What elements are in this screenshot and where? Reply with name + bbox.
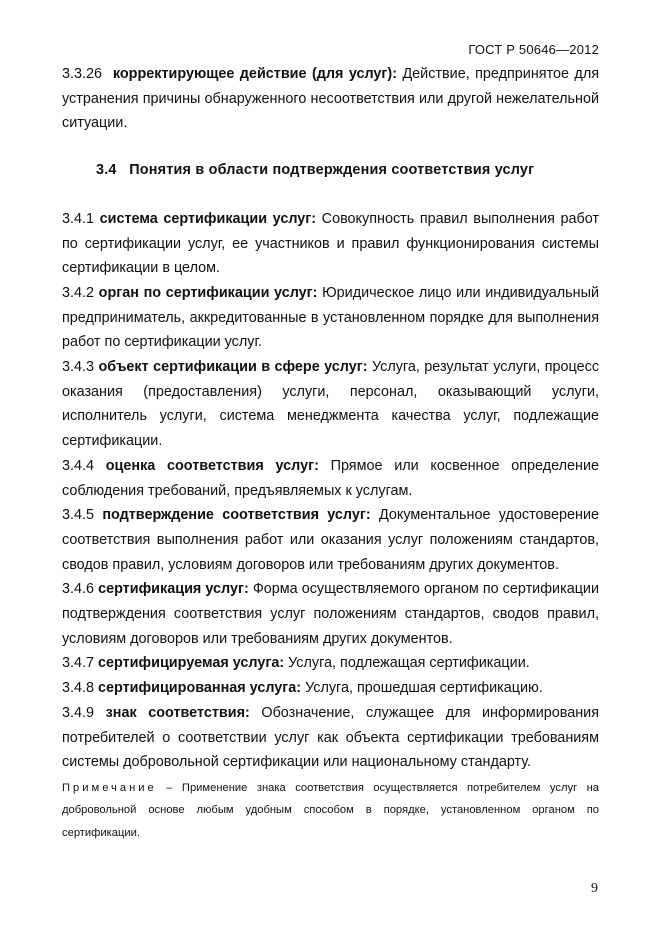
clause-term: система сертификации услуг: xyxy=(99,210,317,227)
clause-definition: Услуга, результат услуги, процесс оказания (предоставления) услуги, персонал, оказывающий услуги, исполнитель услуги, система менеджмента качества услуг, подлежащие сертификации. xyxy=(62,359,600,450)
clause-3-4-9 xyxy=(62,701,599,775)
note xyxy=(62,777,599,845)
clause-number: 3.4.1 xyxy=(62,210,95,227)
clause-3-4-7 xyxy=(62,651,599,676)
clause-3-4-3 xyxy=(62,355,599,454)
page-number: 9 xyxy=(591,881,598,896)
clause-definition: Обозначение, служащее для информирования потребителей о соответствии услуг как объекта сертификации требованиям системы добровольной сертификации или национальному стандарту. xyxy=(62,704,600,771)
clause-term: оценка соответствия услуг: xyxy=(105,457,319,474)
clause-definition: Форма осуществляемого органом по сертификации подтверждения соответствия услуг положениям стандартов, сводов правил, условиям договоров или требованиям других документов. xyxy=(62,581,600,647)
clause-3-4-5 xyxy=(62,503,599,577)
clause-term: подтверждение соответствия услуг: xyxy=(102,507,371,524)
document-body xyxy=(62,62,599,844)
clause-3-4-2 xyxy=(62,281,599,355)
clause-term: знак соответствия: xyxy=(105,704,250,721)
clause-number: 3.4.4 xyxy=(62,457,95,474)
clause-definition: Документальное удостоверение соответствия выполнения работ или оказания услуг положениям стандартов, сводов правил, условиям договоров или требованиям других документов. xyxy=(62,507,600,573)
clause-definition: Услуга, прошедшая сертификацию. xyxy=(305,680,543,697)
clause-term: объект сертификации в сфере услуг: xyxy=(98,359,368,376)
clause-number: 3.4.3 xyxy=(62,359,95,376)
section-number: 3.4 xyxy=(96,162,117,179)
clause-term: сертифицированная услуга: xyxy=(98,680,302,697)
clause-3-4-8 xyxy=(62,676,599,701)
clause-number: 3.4.9 xyxy=(62,704,95,721)
note-text: – Применение знака соответствия осуществляется потребителем услуг на добровольной основе любым удобным способом в порядке, установленном органом по сертификации. xyxy=(62,781,600,839)
clause-number: 3.4.7 xyxy=(62,655,95,672)
clause-number: 3.4.6 xyxy=(62,581,95,598)
clause-term: сертификация услуг: xyxy=(98,581,249,598)
clause-definition: Услуга, подлежащая сертификации. xyxy=(288,655,530,672)
clause-3-4-6 xyxy=(62,577,599,651)
clause-3-4-1 xyxy=(62,207,599,281)
clause-definition: Действие, предпринятое для устранения причины обнаруженного несоответствия или другой нежелательной ситуации. xyxy=(62,66,600,132)
note-label: Примечание xyxy=(62,781,157,794)
clause-definition: Прямое или косвенное определение соблюдения требований, предъявляемых к услугам. xyxy=(62,457,600,499)
section-heading xyxy=(96,158,599,183)
clause-term: сертифицируемая услуга: xyxy=(98,655,285,672)
clause-3-4-4 xyxy=(62,454,599,503)
section-title: Понятия в области подтверждения соответствия услуг xyxy=(129,162,535,179)
clause-number: 3.4.2 xyxy=(62,284,95,301)
clause-number: 3.4.8 xyxy=(62,680,95,697)
document-header xyxy=(468,42,599,57)
clause-number: 3.3.26 xyxy=(62,66,103,82)
clause-number: 3.4.5 xyxy=(62,507,95,524)
standard-designation: ГОСТ Р 50646—2012 xyxy=(468,42,599,57)
clause-definition: Юридическое лицо или индивидуальный предприниматель, аккредитованные в установленном порядке для выполнения работ по сертификации услуг. xyxy=(62,284,599,351)
clause-definition: Совокупность правил выполнения работ по сертификации услуг, ее участников и правил функционирования системы сертификации в целом. xyxy=(62,210,600,277)
clause-3-3-26 xyxy=(62,62,599,136)
clause-term: корректирующее действие (для услуг): xyxy=(112,66,398,82)
clause-term: орган по сертификации услуг: xyxy=(98,284,318,301)
